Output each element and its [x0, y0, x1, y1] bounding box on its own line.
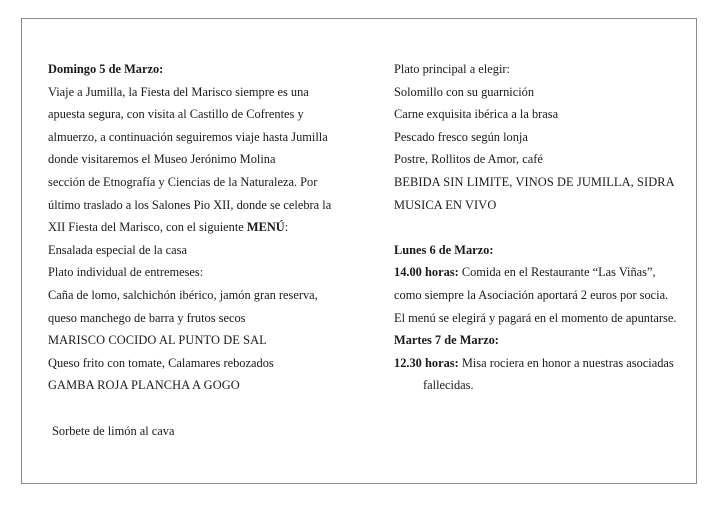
day1-text-line: apuesta segura, con visita al Castillo de Cofrentes y [48, 107, 304, 122]
main-course-line: MUSICA EN VIVO [394, 197, 497, 212]
day1-text-line: último traslado a los Salones Pio XII, donde se celebra la [48, 197, 332, 212]
day2-time: 14.00 horas: [394, 265, 459, 280]
day1-heading: Domingo 5 de Marzo: [48, 62, 164, 76]
menu-item: Ensalada especial de la casa [48, 242, 187, 257]
day3-line: fallecidas. [423, 378, 474, 393]
menu-item: Caña de lomo, salchichón ibérico, jamón gran reserva, [48, 287, 318, 302]
menu-item: Plato individual de entremeses: [48, 265, 204, 280]
day2-line: El menú se elegirá y pagará en el momento de apuntarse. [394, 310, 677, 325]
menu-item: GAMBA ROJA PLANCHA A GOGO [48, 378, 240, 393]
main-course-line: Postre, Rollitos de Amor, café [394, 152, 543, 167]
left-column [48, 58, 348, 442]
sorbete-line: Sorbete de limón al cava [52, 423, 175, 438]
right-column [394, 58, 699, 397]
menu-intro-text: XII Fiesta del Marisco, con el siguiente [48, 220, 247, 235]
day2-line: como siempre la Asociación aportará 2 euros por socia. [394, 287, 669, 302]
menu-intro-colon: : [284, 220, 289, 235]
menu-item: Queso frito con tomate, Calamares rebozados [48, 355, 274, 370]
day1-text-line: donde visitaremos el Museo Jerónimo Molina [48, 152, 276, 167]
day3-heading: Martes 7 de Marzo: [394, 333, 499, 348]
menu-item: queso manchego de barra y frutos secos [48, 310, 246, 325]
main-course-line: Pescado fresco según lonja [394, 129, 528, 144]
menu-item: MARISCO COCIDO AL PUNTO DE SAL [48, 333, 267, 348]
menu-word: MENÚ [246, 220, 285, 235]
day1-text-line: sección de Etnografía y Ciencias de la Naturaleza. Por [48, 174, 318, 189]
day3-text: Misa rociera en honor a nuestras asociadas [458, 355, 674, 370]
day2-text: Comida en el Restaurante “Las Viñas”, [458, 265, 656, 280]
day3-line [394, 352, 699, 375]
day1-text-line: almuerzo, a continuación seguiremos viaje hasta Jumilla [48, 129, 328, 144]
main-course-line: Solomillo con su guarnición [394, 84, 535, 99]
main-course-line: BEBIDA SIN LIMITE, VINOS DE JUMILLA, SIDRA [394, 174, 675, 189]
main-course-line: Plato principal a elegir: [394, 62, 510, 76]
day1-text-line: Viaje a Jumilla, la Fiesta del Marisco siempre es una [48, 84, 309, 99]
main-course-line: Carne exquisita ibérica a la brasa [394, 107, 559, 122]
day2-heading: Lunes 6 de Marzo: [394, 242, 494, 257]
day2-line [394, 261, 699, 284]
day3-time: 12.30 horas: [394, 355, 459, 370]
menu-intro-line [48, 216, 348, 239]
